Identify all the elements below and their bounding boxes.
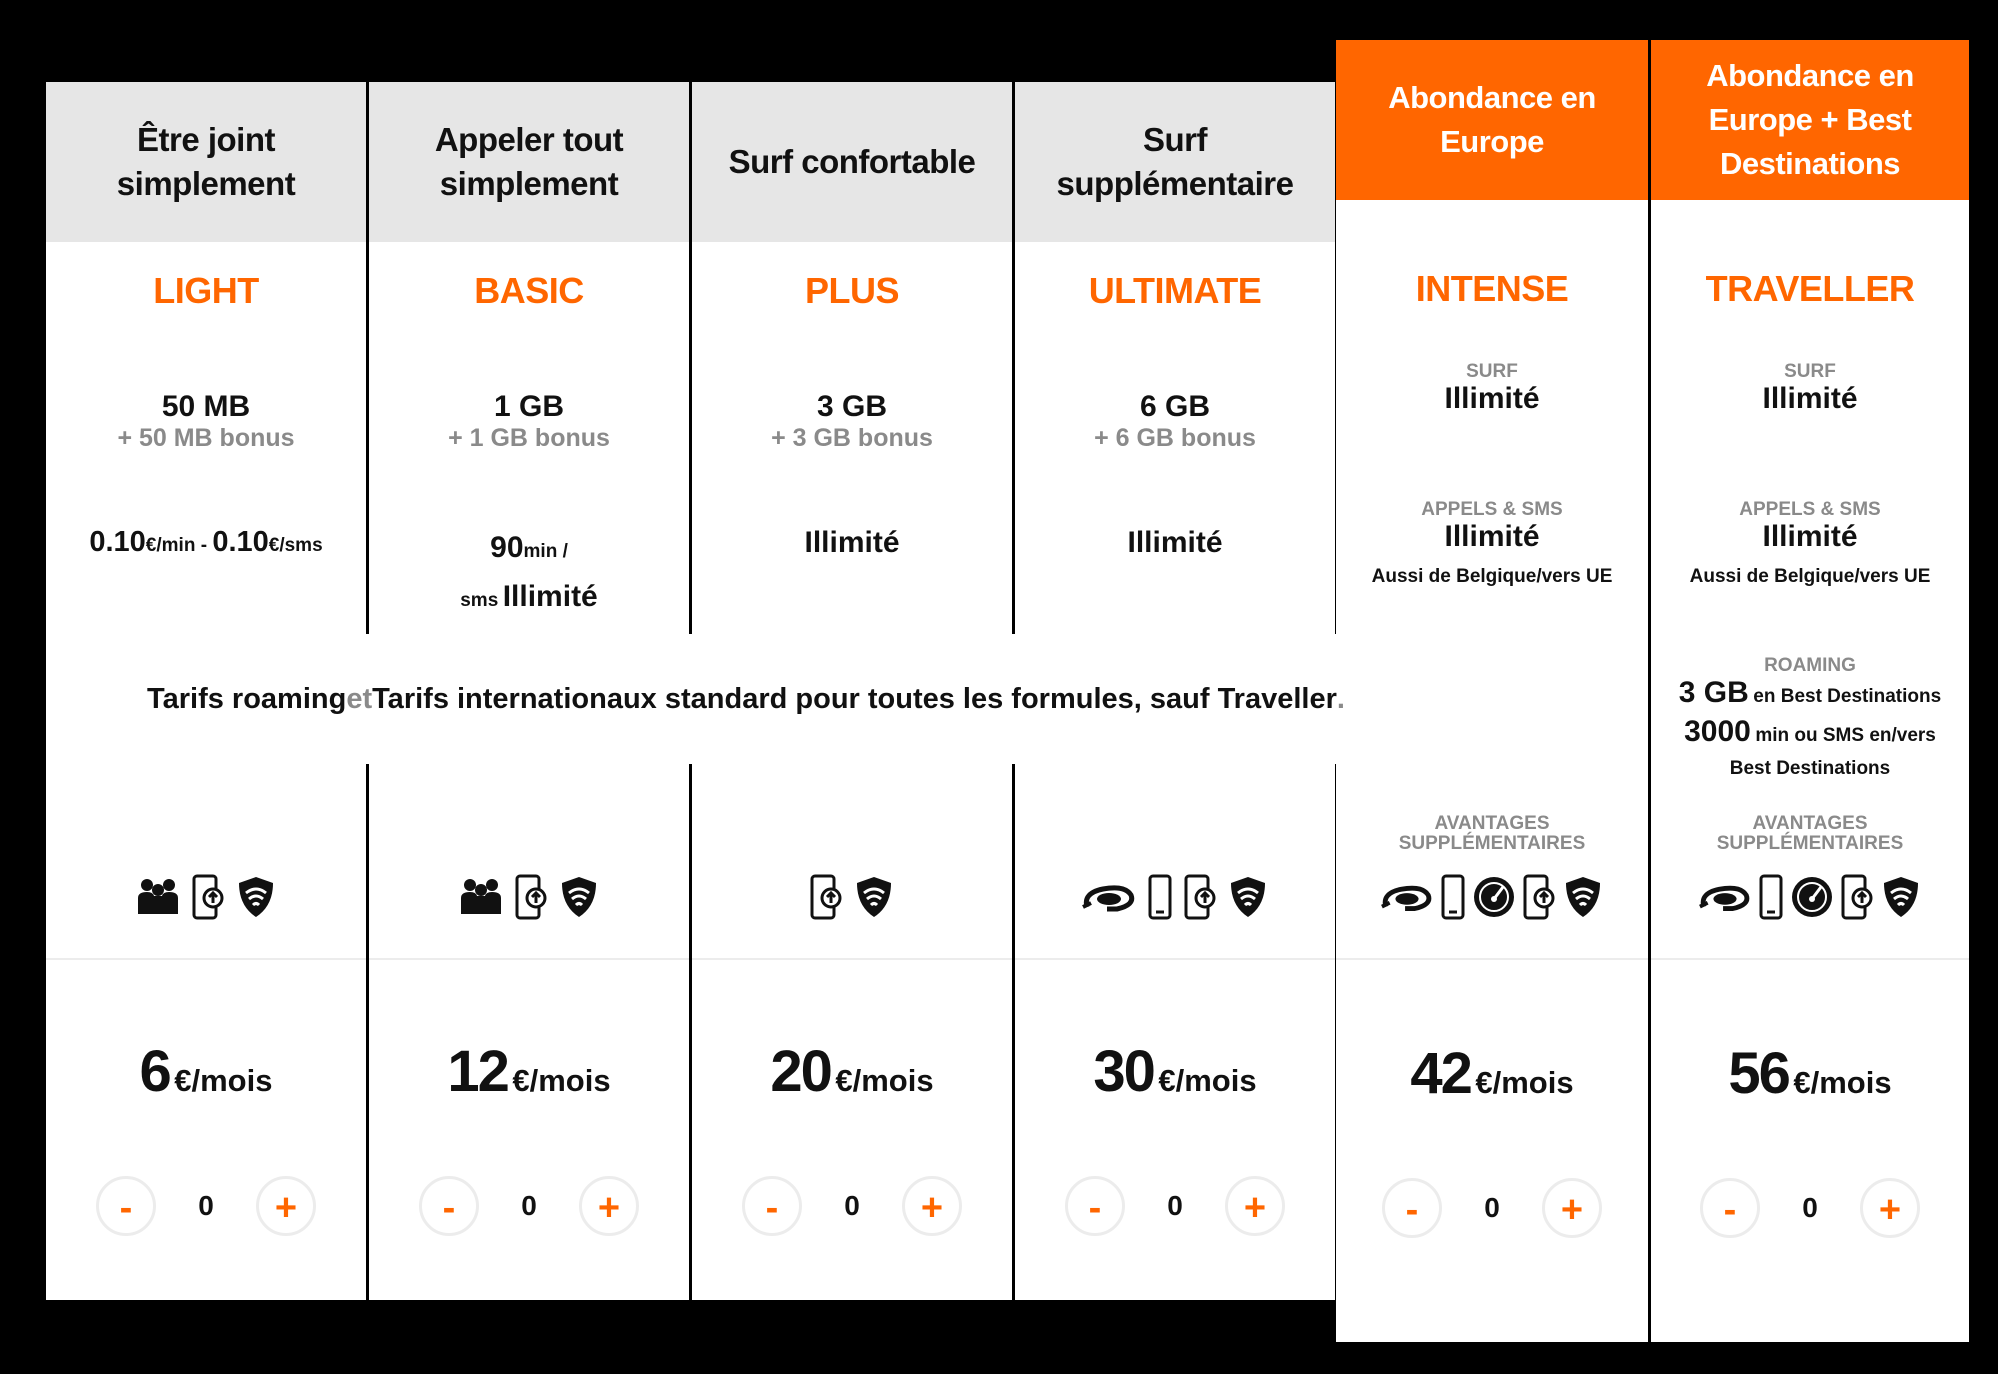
data-bonus: + 1 GB bonus: [448, 424, 610, 452]
price: 6 €/mois: [139, 1039, 273, 1104]
quantity-value: 0: [1802, 1192, 1818, 1223]
cloud-swirl-icon: [1380, 877, 1434, 917]
roaming-banner: Tarifs roaming et Tarifs internationaux standard pour toutes les formules, sauf Traveller .: [46, 634, 1646, 764]
divider: [1336, 958, 1648, 960]
plan-name: BASIC: [474, 270, 584, 311]
price: 56 €/mois: [1728, 1041, 1892, 1106]
calls-value: Illimité: [1762, 520, 1858, 553]
feature-icons: [692, 874, 1012, 920]
speedometer-icon: [1472, 875, 1516, 919]
plan-name: TRAVELLER: [1705, 268, 1915, 309]
header-line: Europe: [1440, 124, 1544, 159]
data-allowance: 1 GB: [493, 390, 565, 423]
speedometer-icon: [1790, 875, 1834, 919]
calls-note: Aussi de Belgique/vers UE: [1371, 566, 1613, 587]
header-line: Abondance en: [1388, 80, 1596, 115]
extras-label: SUPPLÉMENTAIRES: [1716, 833, 1904, 854]
roaming-block: ROAMING 3 GB en Best Destinations 3000 min ou SMS en/vers Best Destinations: [1651, 656, 1969, 780]
family-icon: [458, 874, 504, 920]
calls-value: Illimité: [1444, 520, 1540, 553]
plan-name: ULTIMATE: [1088, 270, 1262, 311]
surf-label: SURF: [1466, 361, 1518, 382]
cloud-swirl-icon: [1698, 877, 1752, 917]
smartphone-icon: [1758, 874, 1784, 920]
quantity-stepper: [1015, 1176, 1335, 1236]
phone-upload-icon: [1840, 874, 1874, 920]
divider: [1015, 958, 1335, 960]
header-line: Surf confortable: [728, 143, 976, 180]
feature-icons: [1015, 874, 1335, 920]
quantity-stepper: [1336, 1178, 1648, 1238]
divider: [692, 958, 1012, 960]
plan-header: [369, 82, 689, 242]
data-bonus: + 6 GB bonus: [1094, 424, 1256, 452]
decrement-button[interactable]: -: [742, 1176, 802, 1236]
calls-rate: 0.10€/min - 0.10€/sms: [89, 526, 323, 558]
header-line: Être joint: [136, 121, 275, 158]
plan-header: [692, 82, 1012, 242]
phone-upload-icon: [809, 874, 843, 920]
quantity-stepper: [1651, 1178, 1969, 1238]
feature-icons: [1336, 874, 1648, 920]
data-bonus: + 3 GB bonus: [771, 424, 933, 452]
plan-header: [46, 82, 366, 242]
quantity-value: 0: [1167, 1190, 1183, 1221]
surf-label: SURF: [1784, 361, 1836, 382]
extras-label: AVANTAGES: [1434, 813, 1550, 834]
plan-name: INTENSE: [1415, 268, 1569, 309]
quantity-stepper: [692, 1176, 1012, 1236]
feature-icons: [46, 874, 366, 920]
plan-name: PLUS: [804, 270, 899, 311]
header-line: Europe + Best: [1708, 102, 1912, 137]
phone-upload-icon: [1183, 874, 1217, 920]
phone-upload-icon: [1522, 874, 1556, 920]
phone-upload-icon: [191, 874, 225, 920]
increment-button[interactable]: +: [902, 1176, 962, 1236]
increment-button[interactable]: +: [1542, 1178, 1602, 1238]
calls-label: APPELS & SMS: [1421, 499, 1563, 520]
calls-rate: Illimité: [1127, 526, 1223, 559]
extras-label: AVANTAGES: [1752, 813, 1868, 834]
calls-rate: Illimité: [804, 526, 900, 559]
header-line: Surf: [1142, 121, 1207, 158]
header-line: Destinations: [1719, 146, 1901, 181]
decrement-button[interactable]: -: [96, 1176, 156, 1236]
shield-wifi-icon: [558, 874, 600, 920]
calls-note: Aussi de Belgique/vers UE: [1689, 566, 1931, 587]
decrement-button[interactable]: -: [1700, 1178, 1760, 1238]
quantity-stepper: [46, 1176, 366, 1236]
price: 20 €/mois: [770, 1039, 934, 1104]
header-line: simplement: [439, 165, 619, 202]
family-icon: [135, 874, 181, 920]
decrement-button[interactable]: -: [1065, 1176, 1125, 1236]
roaming-label: ROAMING: [1764, 655, 1856, 676]
data-allowance: 50 MB: [161, 390, 251, 423]
quantity-stepper: [369, 1176, 689, 1236]
decrement-button[interactable]: -: [419, 1176, 479, 1236]
price: 12 €/mois: [447, 1039, 611, 1104]
calls-rate: 90min / sms Illimité: [460, 531, 598, 613]
shield-wifi-icon: [1880, 874, 1922, 920]
plan-column-traveller: [1651, 40, 1969, 1342]
data-allowance: 3 GB: [816, 390, 888, 423]
shield-wifi-icon: [235, 874, 277, 920]
divider: [1651, 958, 1969, 960]
increment-button[interactable]: +: [1225, 1176, 1285, 1236]
quantity-value: 0: [1484, 1192, 1500, 1223]
calls-label: APPELS & SMS: [1739, 499, 1881, 520]
price: 42 €/mois: [1410, 1041, 1574, 1106]
header-line: simplement: [116, 165, 296, 202]
divider: [369, 958, 689, 960]
cloud-swirl-icon: [1081, 877, 1137, 917]
price: 30 €/mois: [1093, 1039, 1257, 1104]
increment-button[interactable]: +: [1860, 1178, 1920, 1238]
quantity-value: 0: [521, 1190, 537, 1221]
surf-value: Illimité: [1444, 382, 1540, 415]
feature-icons: [1651, 874, 1969, 920]
data-allowance: 6 GB: [1139, 390, 1211, 423]
smartphone-icon: [1440, 874, 1466, 920]
plan-header: [1015, 82, 1335, 242]
quantity-value: 0: [844, 1190, 860, 1221]
extras-label: SUPPLÉMENTAIRES: [1398, 833, 1586, 854]
header-line: Abondance en: [1706, 58, 1914, 93]
plan-header: [1651, 40, 1969, 200]
increment-button[interactable]: +: [579, 1176, 639, 1236]
shield-wifi-icon: [1227, 874, 1269, 920]
header-line: supplémentaire: [1056, 165, 1294, 202]
phone-upload-icon: [514, 874, 548, 920]
divider: [46, 958, 366, 960]
plan-header: [1336, 40, 1648, 200]
decrement-button[interactable]: -: [1382, 1178, 1442, 1238]
shield-wifi-icon: [1562, 874, 1604, 920]
smartphone-icon: [1147, 874, 1173, 920]
increment-button[interactable]: +: [256, 1176, 316, 1236]
surf-value: Illimité: [1762, 382, 1858, 415]
shield-wifi-icon: [853, 874, 895, 920]
quantity-value: 0: [198, 1190, 214, 1221]
plan-name: LIGHT: [153, 270, 259, 311]
header-line: Appeler tout: [434, 121, 624, 158]
feature-icons: [369, 874, 689, 920]
data-bonus: + 50 MB bonus: [117, 424, 295, 452]
